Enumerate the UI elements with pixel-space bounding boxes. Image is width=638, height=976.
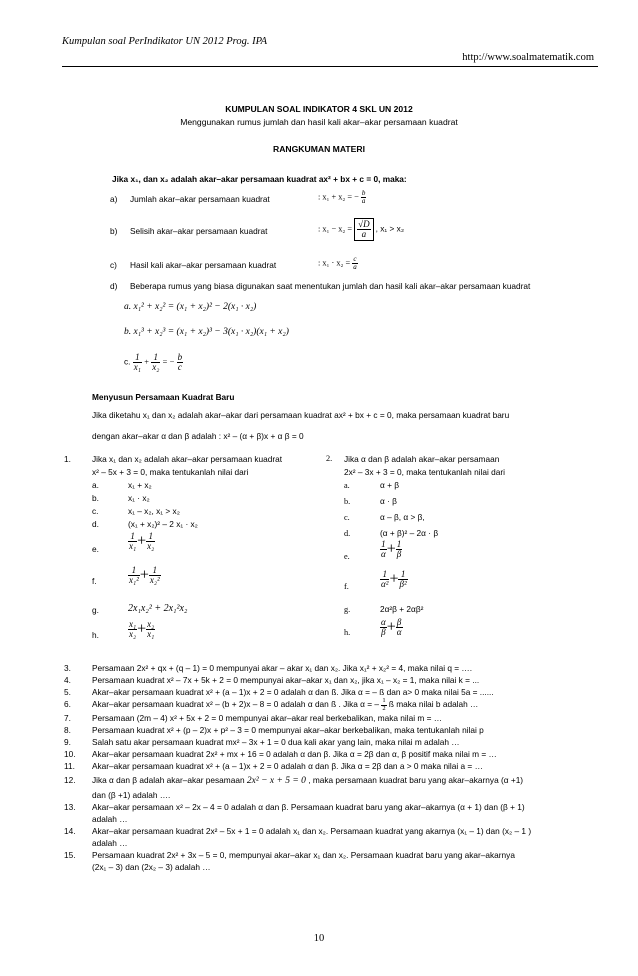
question-item: 10. Akar–akar persamaan kuadrat 2x² + mx + 16 = 0 adalah α dan β. Jika α = 2β dan α, β positif maka nilai m = … (64, 749, 497, 759)
question-item: 7. Persamaan (2m – 4) x² + 5x + 2 = 0 mempunyai akar–akar real berkebalikan, maka nilai m = … (64, 713, 443, 723)
q2-opt-h-label: h. (344, 628, 351, 637)
q1-opt-g-label: g. (92, 605, 99, 615)
question-2-number: 2. (326, 454, 333, 463)
q2-opt-a: α + β (380, 480, 400, 490)
q1-opt-c: x₁ – x₂, x₁ > x₂ (128, 506, 180, 516)
question-item: 6. Akar–akar persamaan kuadrat x² – (b + 2)x – 8 = 0 adalah α dan ß . Jika α = – $\frac{1}{2}$ ß maka nilai b adalah … (64, 697, 479, 712)
question-1-line1: Jika x₁ dan x₂ adalah akar–akar persamaan kuadrat (92, 454, 283, 464)
question-2-line2: 2x² – 3x + 3 = 0, maka tentukanlah nilai dari (344, 467, 505, 477)
q1-opt-f-label: f. (92, 576, 97, 586)
summary-item-b-label: b) (110, 226, 118, 236)
question-1-number: 1. (64, 454, 71, 464)
question-item: 11. Akar–akar persamaan kuadrat x² + (a – 1)x + 2 = 0 adalah α dan β. Jika α = 2β dan a > 0 maka nilai a = … (64, 761, 483, 771)
document-title: KUMPULAN SOAL INDIKATOR 4 SKL UN 2012 (225, 104, 413, 114)
page-number: 10 (313, 933, 325, 944)
question-item: 15. Persamaan kuadrat 2x² + 3x – 5 = 0, mempunyai akar–akar x₁ dan x₂. Persamaan kuadrat baru yang akar–akarnya (64, 850, 515, 860)
question-item: 8. Persamaan kuadrat x² + (p – 2)x + p² – 3 = 0 mempunyai akar–akar berkebalikan, maka tentukanlah nilai p (64, 725, 484, 735)
q1-opt-e-label: e. (92, 544, 99, 554)
q1-opt-a-label: a. (92, 480, 99, 490)
new-equation-line2: dengan akar–akar α dan β adalah : x² – (α + β)x + α β = 0 (92, 431, 304, 441)
q1-opt-a: x₁ + x₂ (128, 480, 152, 490)
question-item: adalah … (92, 814, 128, 824)
summary-item-d-label: d) (110, 281, 118, 291)
summary-item-b-formula: : x₁ − x₂ = $\frac{√D}{a}$ , x₁ > x₂ (318, 219, 405, 239)
summary-item-c-text: Hasil kali akar–akar persamaan kuadrat (130, 260, 277, 270)
running-header: Kumpulan soal PerIndikator UN 2012 Prog. IPA (62, 36, 268, 47)
q2-opt-e: $\frac{1}{\alpha}$ + $\frac{1}{\beta}$ (381, 539, 402, 559)
new-equation-heading: Menyusun Persamaan Kuadrat Baru (92, 392, 235, 402)
q1-opt-b-label: b. (92, 493, 99, 503)
q2-opt-a-label: a. (344, 481, 350, 490)
question-1-line2: x² – 5x + 3 = 0, maka tentukanlah nilai dari (92, 467, 249, 477)
summary-intro: Jika x₁, dan x₂ adalah akar–akar persamaan kuadrat ax² + bx + c = 0, maka: (112, 174, 407, 184)
question-item: 9. Salah satu akar persamaan kuadrat mx² – 3x + 1 = 0 dua kali akar yang lain, maka nilai m adalah … (64, 737, 460, 747)
q1-opt-e: $\frac{1}{\text{x₁}}$ + $\frac{1}{\text{x₂}}$ (129, 531, 155, 551)
question-item: 4. Persamaan kuadrat x² – 7x + 5k + 2 = 0 mempunyai akar–akar x₁ dan x₂, jika x₁ – x₂ = 1, maka nilai k = ... (64, 675, 480, 685)
summary-item-c-label: c) (110, 260, 117, 270)
q1-opt-h-label: h. (92, 630, 99, 640)
q2-opt-c: α – β, α > β, (380, 512, 425, 522)
question-2-line1: Jika α dan β adalah akar–akar persamaan (344, 454, 500, 464)
question-item: 3. Persamaan 2x² + qx + (q – 1) = 0 mempunyai akar – akar x₁ dan x₂. Jika x₁² + x₂² = 4, maka nilai q = …. (64, 663, 473, 673)
q1-opt-h: $\frac{\text{x₁}}{\text{x₂}}$ + $\frac{\text{x₂}}{\text{x₁}}$ (129, 619, 155, 639)
q2-opt-d-label: d. (344, 529, 351, 538)
new-equation-line1: Jika diketahu x₁ dan x₂ adalah akar–akar dari persamaan kuadrat ax² + bx + c = 0, maka persamaan kuadrat baru (92, 410, 510, 420)
q2-opt-f-label: f. (344, 582, 349, 591)
q2-opt-e-label: e. (344, 552, 350, 561)
question-item: 12. Jika α dan β adalah akar–akar pesamaan 2x² − x + 5 = 0 , maka persamaan kuadrat baru yang akar–akarnya (α +1) (64, 775, 524, 786)
q2-opt-h: $\frac{\alpha}{\beta}$ + $\frac{\beta}{\alpha}$ (381, 617, 402, 637)
q1-opt-g: 2x₁x₂² + 2x₁²x₂ (128, 603, 188, 614)
q1-opt-d-label: d. (92, 519, 99, 529)
q2-opt-b-label: b. (344, 497, 351, 506)
question-item: adalah … (92, 838, 128, 848)
summary-item-a-text: Jumlah akar–akar persamaan kuadrat (130, 194, 270, 204)
question-list (64, 662, 531, 873)
question-item: 5. Akar–akar persamaan kuadrat x² + (a – 1)x + 2 = 0 adalah α dan ß. Jika α = – ß dan a> 0 maka nilai 5a = ...... (64, 687, 494, 697)
summary-item-a-label: a) (110, 194, 118, 204)
summary-item-d-text: Beberapa rumus yang biasa digunakan saat menentukan jumlah dan hasil kali akar–akar persamaan kuadrat (130, 281, 531, 291)
q2-opt-c-label: c. (344, 513, 350, 522)
section-heading: RANGKUMAN MATERI (273, 144, 365, 154)
q2-opt-f: $\frac{1}{\text{α²}}$ + $\frac{1}{\text{β²}}$ (381, 569, 407, 589)
header-url: http://www.soalmatematik.com (462, 52, 594, 63)
question-item: (2x₁ – 3) dan (2x₂ – 3) adalah … (92, 862, 211, 872)
summary-item-a-formula: : x₁ + x₂ = − $\frac{b}{a}$ (318, 189, 366, 205)
question-item: 14. Akar–akar persamaan kuadrat 2x² – 5x + 1 = 0 adalah x₁ dan x₂. Persamaan kuadrat yang akarnya (x₁ – 1) dan (x₂ – 1 ) (64, 826, 532, 836)
q1-opt-d: (x₁ + x₂)² – 2 x₁ · x₂ (128, 519, 198, 529)
header-divider (62, 66, 598, 67)
q2-opt-b: α · β (380, 496, 397, 506)
q2-opt-g-label: g. (344, 605, 351, 614)
formula-reciprocal-sum: c. $\frac{1}{\text{x₁}}$ + $\frac{1}{\text{x₂}}$ = − $\frac{b}{c}$ (124, 352, 183, 372)
q2-opt-d: (α + β)² – 2α · β (380, 528, 439, 538)
q2-opt-g: 2α²β + 2αβ² (380, 604, 424, 614)
question-item: 13. Akar–akar persamaan x² – 2x – 4 = 0 adalah α dan β. Persamaan kuadrat baru yang akar–akarnya (α + 1) dan (β + 1) (64, 802, 525, 812)
summary-item-c-formula: : x₁ · x₂ = $\frac{c}{a}$ (318, 255, 357, 271)
q1-opt-c-label: c. (92, 506, 99, 516)
q1-opt-f: $\frac{1}{\text{x₁²}}$ + $\frac{1}{\text{x₂²}}$ (129, 565, 160, 585)
document-subtitle: Menggunakan rumus jumlah dan hasil kali akar–akar persamaan kuadrat (180, 117, 458, 127)
formula-sum-of-squares: a. x₁² + x₂² = (x₁ + x₂)² − 2(x₁ · x₂) (124, 302, 257, 312)
question-item: dan (β +1) adalah …. (92, 790, 171, 800)
summary-item-b-text: Selisih akar–akar persamaan kuadrat (130, 226, 268, 236)
formula-sum-of-cubes: b. x₁³ + x₂³ = (x₁ + x₂)³ − 3(x₁ · x₂)(x₁ + x₂) (124, 327, 289, 337)
q1-opt-b: x₁ · x₂ (128, 493, 150, 503)
